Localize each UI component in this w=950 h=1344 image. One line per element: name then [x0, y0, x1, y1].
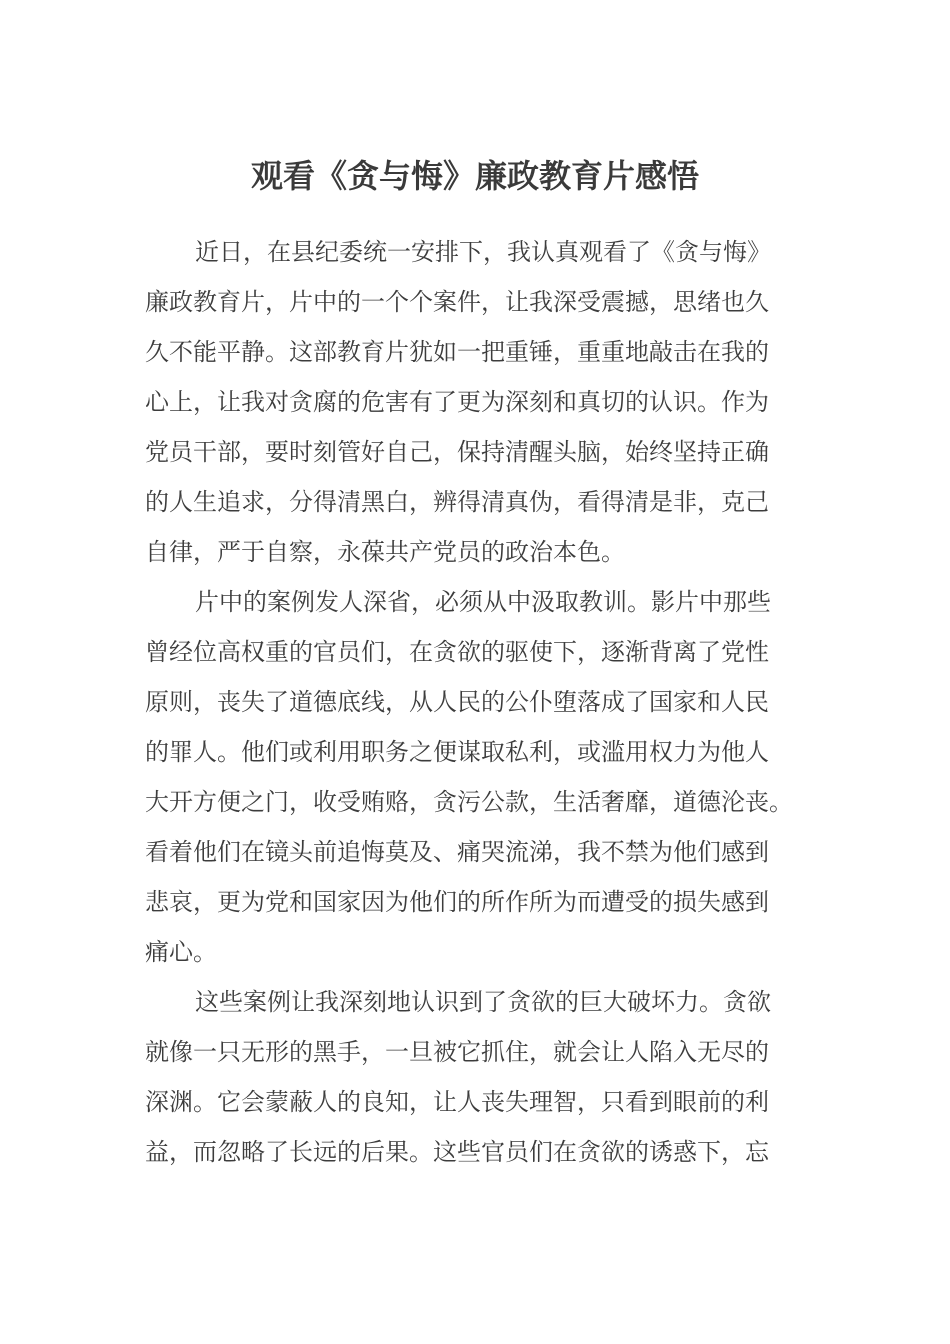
paragraph-1-line-1: 近日，在县纪委统一安排下，我认真观看了《贪与悔》	[195, 238, 771, 266]
paragraph-2-line-1: 片中的案例发人深省，必须从中汲取教训。影片中那些	[195, 588, 771, 616]
paragraph-2-line-7: 悲哀，更为党和国家因为他们的所作所为而遭受的损失感到	[145, 888, 769, 916]
paragraph-2-line-3: 原则，丧失了道德底线，从人民的公仆堕落成了国家和人民	[145, 688, 769, 716]
paragraph-1-line-4: 心上，让我对贪腐的危害有了更为深刻和真切的认识。作为	[145, 388, 769, 416]
paragraph-2-line-4: 的罪人。他们或利用职务之便谋取私利，或滥用权力为他人	[145, 738, 769, 766]
paragraph-2-line-5: 大开方便之门，收受贿赂，贪污公款，生活奢靡，道德沦丧。	[145, 788, 793, 816]
paragraph-1-line-3: 久不能平静。这部教育片犹如一把重锤，重重地敲击在我的	[145, 338, 769, 366]
paragraph-2-line-6: 看着他们在镜头前追悔莫及、痛哭流涕，我不禁为他们感到	[145, 838, 769, 866]
paragraph-1-line-6: 的人生追求，分得清黑白，辨得清真伪，看得清是非，克己	[145, 488, 769, 516]
paragraph-3-line-1: 这些案例让我深刻地认识到了贪欲的巨大破坏力。贪欲	[195, 988, 771, 1016]
paragraph-2-line-8: 痛心。	[145, 938, 217, 966]
paragraph-1-line-5: 党员干部，要时刻管好自己，保持清醒头脑，始终坚持正确	[145, 438, 769, 466]
paragraph-1-line-7: 自律，严于自察，永葆共产党员的政治本色。	[145, 538, 625, 566]
paragraph-2-line-2: 曾经位高权重的官员们，在贪欲的驱使下，逐渐背离了党性	[145, 638, 769, 666]
paragraph-1-line-2: 廉政教育片，片中的一个个案件，让我深受震撼，思绪也久	[145, 288, 769, 316]
paragraph-3-line-2: 就像一只无形的黑手，一旦被它抓住，就会让人陷入无尽的	[145, 1038, 769, 1066]
document-title: 观看《贪与悔》廉政教育片感悟	[250, 157, 699, 195]
paragraph-3-line-4: 益，而忽略了长远的后果。这些官员们在贪欲的诱惑下，忘	[145, 1138, 769, 1166]
document-body	[145, 227, 805, 1177]
paragraph-3-line-3: 深渊。它会蒙蔽人的良知，让人丧失理智，只看到眼前的利	[145, 1088, 769, 1116]
